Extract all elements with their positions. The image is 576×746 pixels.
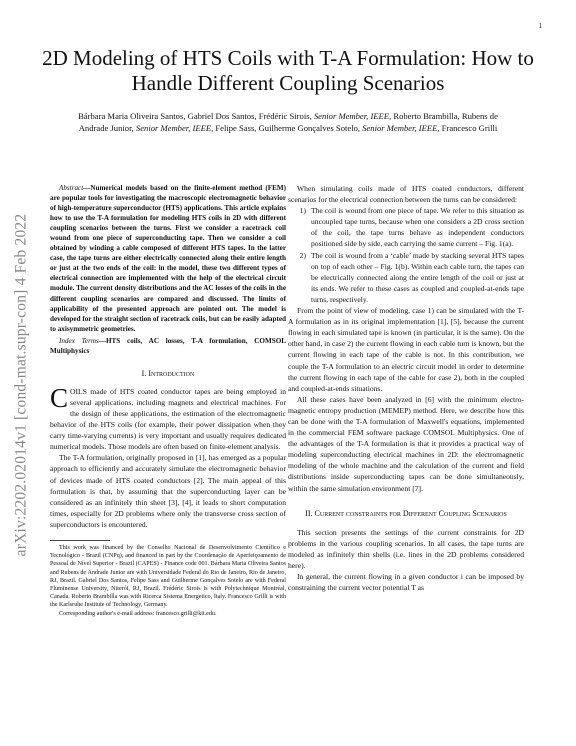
right-paragraph-4: This section presents the settings of the current constraints for 2D problems in the various coupling scenarios. In all cases, the tape turns are modeled as infinitely thin shells (i.e. lines in the 2D problems considered here). bbox=[288, 527, 524, 570]
list-item-text: The coil is wound from a ‘cable’ made by stacking several HTS tapes on top of each other – Fig. 1(b). Within each cable turn, the tapes can be electrically connected along the entire length of the coil or just at its ends. We refer to these cases as coupled and coupled-at-ends tape turns, respectively. bbox=[311, 250, 524, 304]
author-membership: Senior Member, IEEE bbox=[313, 111, 390, 121]
index-terms-text: —HTS coils, AC losses, T-A formulation, COMSOL Multiphysics bbox=[50, 336, 287, 355]
coupling-scenarios-list bbox=[288, 205, 524, 305]
right-column bbox=[288, 183, 524, 593]
author-names: , Roberto Brambilla, Rubens de Andrade Junior, bbox=[78, 111, 498, 134]
right-paragraph-2: From the point of view of modeling, case 1) can be simulated with the T-A formulation as in its original implementation [1], [5], because the current flowing in each simulated tape is known (in particular, it is the same). On the other hand, in case 2) the current flowing in each cable turn is known, but the current flowing in each tape of the cable is not. In this contribution, we couple the T-A formulation to an electric circuit model in order to determine the current flowing in each tape of the cable for case 2), both in the coupled and coupled-at-ends situations. bbox=[288, 306, 524, 393]
author-names: , Felipe Sass, Guilherme Gonçalves Sotelo, bbox=[211, 123, 363, 134]
index-terms-label: Index Terms bbox=[59, 336, 99, 345]
author-list bbox=[72, 110, 504, 135]
intro-paragraph-1 bbox=[50, 382, 286, 453]
drop-cap: C bbox=[50, 382, 69, 413]
list-item-number: 1) bbox=[299, 206, 306, 216]
section-heading-current-constraints: II. Current constraints for Different Coupling Scenarios bbox=[305, 508, 507, 518]
author-names: Bárbara Maria Oliveira Santos, Gabriel Dos Santos, Frédéric Sirois, bbox=[78, 111, 314, 121]
footnote-contact: Corresponding author's e-mail address: francesco.grilli@kit.edu. bbox=[59, 610, 217, 617]
right-paragraph-3: All these cases have been analyzed in [6] with the minimum electro-magnetic entropy production (MEMEP) method. Here, we describe how this can be done with the T-A formulation of Maxwell's equations, implemented in the commercial FEM software package COMSOL Multiphysics. One of the advantages of the T-A formulation is that it provides a practical way of modeling superconducting electrical machines in 2D: the electromagnetic modeling of the whole machine and the calculation of the current and field distributions inside superconducting tapes can be done simultaneously, within the same simulation environment [7]. bbox=[288, 394, 524, 493]
arxiv-id: arXiv:2202.02014v1 [cond-mat.supr-con] 4 Feb 2022 bbox=[12, 213, 29, 557]
right-intro-paragraph: When simulating coils made of HTS coated conductors, different scenarios for the electrical connection between the turns can be considered: bbox=[288, 184, 524, 205]
arxiv-watermark bbox=[10, 155, 32, 615]
abstract-text: —Numerical models based on the finite-element method (FEM) are popular tools for investigating the macroscopic electromagnetic behavior of high-temperature superconductor (HTS) applications. This article explains how to use the T-A formulation for modeling HTS coils in 2D with different coupling scenarios between the turns. First we consider a racetrack coil wound from one piece of superconducting tape. Then we consider a coil obtained by winding a cable composed of different HTS tapes. In the latter case, the tape turns are either electrically connected along their entire length or just at the two ends of the coil: in the model, these two different types of electrical connection are implemented with the help of the electrical circuit module. The current density distributions and the AC losses of the coils in the different coupling scenarios are compared and discussed. The limits of applicability of the presented approach are pointed out. The model is developed for the straight section of racetrack coils, but can be easily adapted to axisymmetric geometries. bbox=[50, 184, 286, 333]
right-paragraph-5: In general, the current flowing in a given conductor i can be imposed by constraining the current vector potential T as bbox=[288, 572, 524, 593]
list-item bbox=[288, 205, 524, 249]
footnote-funding: This work was financed by the Conselho Nacional de Desenvolvimento Científico e Tecnológico - Brazil (CNPq), and financed in part by the Coordenação de Aperfeiçoamento de Pessoal de Nível Superior - Brazil (CAPES) - Finance code 001. Bárbara Maria Oliveira Santos and Rubens de Andrade Junior are with Universidade Federal do Rio de Janeiro, Rio de Janeiro, RJ, Brazil. Gabriel Dos Santos, Felipe Sass and Guilherme Gonçalves Sotelo are with Federal Fluminense University, Niterói, RJ, Brazil. Frédéric Sirois is with Polytechnique Montréal, Canada. Roberto Brambilla was with Ricerca Sistema Energetico, Italy. Francesco Grilli is with the Karlsruhe Institute of Technology, Germany. bbox=[50, 545, 286, 609]
footnote-divider bbox=[50, 540, 110, 541]
author-names: , Francesco Grilli bbox=[437, 123, 498, 134]
author-membership: Senior Member, IEEE bbox=[362, 123, 438, 134]
page-number: 1 bbox=[538, 22, 542, 30]
intro-paragraph-1-text: OILS made of HTS coated conductor tapes are being employed in several applications, including magnets and electrical machines. For the design of these applications, the estimation of the electromagnetic behavior of the HTS coils (for example, their power dissipation when they carry time-varying currents) is very important and usually requires dedicated numerical models. Those models are often based on finite-element analysis. bbox=[50, 386, 286, 452]
left-column bbox=[50, 183, 286, 618]
abstract bbox=[50, 183, 286, 334]
paper-title: 2D Modeling of HTS Coils with T-A Formulation: How to Handle Different Coupling Scenarios bbox=[42, 46, 534, 95]
list-item bbox=[288, 250, 524, 305]
list-item-text: The coil is wound from one piece of tape. We refer to this situation as uncoupled tape turns, because when one considers a 2D cross section of the coil, the tape turns behave as independent conductors positioned side by side, each carrying the same current – Fig. 1(a). bbox=[311, 206, 524, 249]
author-membership: Senior Member, IEEE bbox=[135, 123, 212, 134]
list-item-number: 2) bbox=[299, 250, 306, 260]
section-heading-introduction: I. Introduction bbox=[141, 368, 195, 378]
intro-paragraph-2: The T-A formulation, originally proposed in [1], has emerged as a popular approach to efficiently and accurately simulate the electromagnetic behavior of devices made of HTS coated conductors [2]. The main appeal of this formulation is that, by assuming that the superconducting layer can be considered as an infinitely thin sheet [3], [4], it leads to short computation times, especially for 2D problems where only the transverse cross section of superconductors is encountered. bbox=[50, 453, 286, 529]
abstract-label: Abstract bbox=[59, 184, 84, 192]
index-terms bbox=[50, 336, 286, 356]
